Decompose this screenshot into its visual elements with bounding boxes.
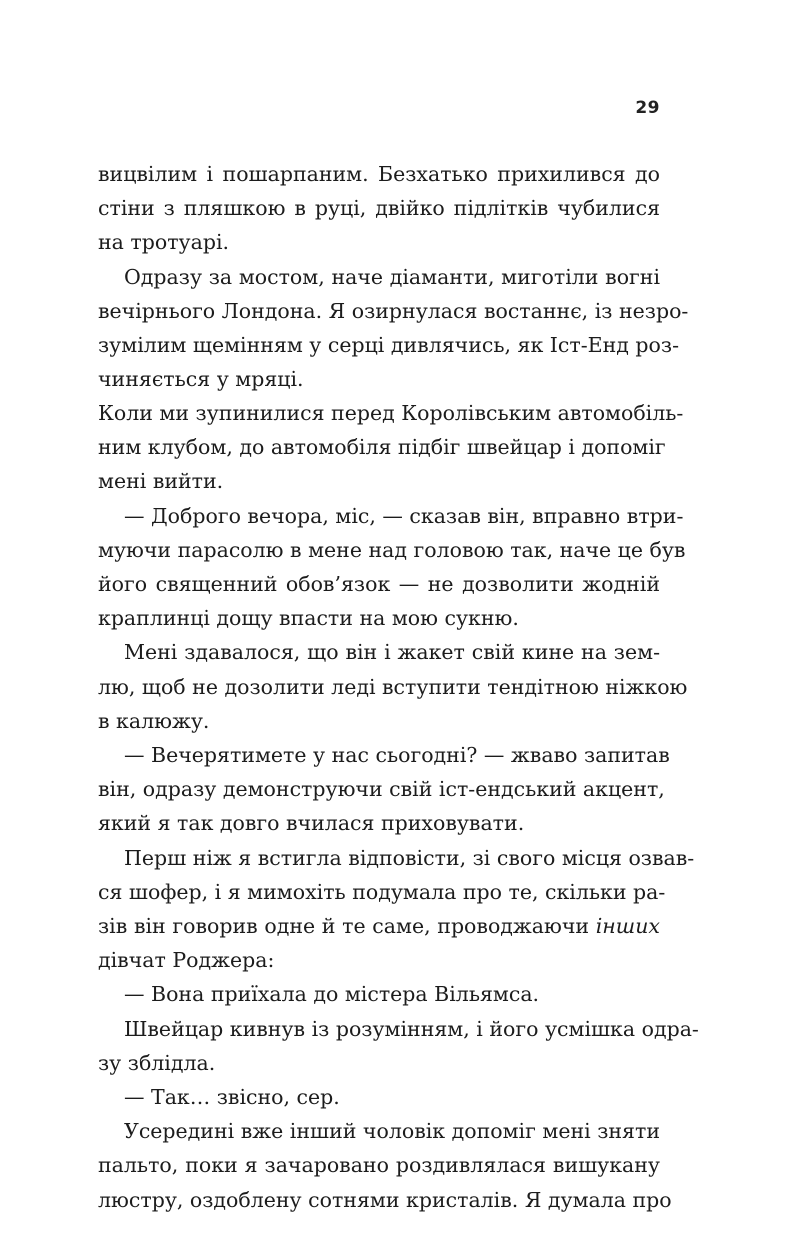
text-line-content: лю, щоб не дозолити леді вступити тендітною ніжкою [98,674,688,699]
text-line [98,328,679,362]
italic-word: інших [595,914,660,939]
text-line-content: — Вона приїхала до містера Вільямса. [124,982,540,1007]
text-line-content: ним клубом, до автомобіля підбіг швейцар і допоміг [98,435,666,460]
text-line-content: — Так… звісно, сер. [124,1085,340,1110]
text-line-content: Швейцар кивнув із розумінням, і його усмішка одра- [124,1016,699,1041]
text-line-content: — Доброго вечора, міс, — сказав він, вправно втри- [124,503,684,528]
text-line-content: Усередині вже інший чоловік допоміг мені зняти [124,1119,660,1144]
text-line [98,362,660,396]
text-line [98,635,660,669]
text-line [98,875,666,909]
text-line [98,772,665,806]
text-line [98,738,670,772]
text-line-content: вицвілим і пошарпаним. Безхатько прихилився до [98,162,660,186]
text-line-content: він, одразу демонструючи свій іст-ендський акцент, [98,777,665,802]
text-line-content: який я так довго вчилася приховувати. [98,811,525,836]
text-block-1 [98,157,689,396]
text-line [98,909,660,943]
text-block-2 [98,396,699,1217]
text-line-content: чиняється у мряці. [98,367,304,392]
text-line [98,1012,699,1046]
text-line [98,430,666,464]
text-line-content: — Вечерятимете у нас сьогодні? — жваво запитав [124,743,670,768]
text-line-content: в калюжу. [98,708,210,733]
text-line [98,1114,660,1148]
text-line-content: краплинці дощу впасти на мою сукню. [98,606,519,631]
text-line-content: вечірнього Лондона. Я озирнулася востаннє, із незро- [98,298,689,323]
text-line [98,670,688,704]
text-line-content: пальто, поки я зачаровано роздивлялася вишукану [98,1153,660,1178]
text-line [98,977,660,1011]
text-line-content: Коли ми зупинилися перед Королівським автомобіль- [98,401,684,425]
text-line [98,601,660,635]
text-line [98,157,660,191]
text-line [98,806,660,840]
text-line-content: дівчат Роджера: [98,948,275,973]
text-line [98,567,660,601]
text-line [98,704,660,738]
text-line-content: ся шофер, і я мимохіть подумала про те, скільки ра- [98,879,666,904]
text-line-content: мені вийти. [98,469,224,494]
text-line [98,943,660,977]
text-line [98,1183,672,1217]
page-number: 29 [635,98,660,118]
text-line [98,294,689,328]
text-line-content: люстру, оздоблену сотнями кристалів. Я думала про [98,1187,672,1212]
text-line-content: Одразу за мостом, наче діаманти, миготіли вогні [124,264,660,289]
text-line [98,841,695,875]
text-line-content: зумілим щемінням у серці дивлячись, як Іст-Енд роз- [98,333,679,358]
text-line-content: Мені здавалося, що він і жакет свій кине на зем- [124,640,660,665]
text-line [98,1080,660,1114]
text-line-content: муючи парасолю в мене над головою так, наче це був [98,537,686,562]
text-line [98,260,660,294]
text-line [98,464,660,498]
text-line-content: зу зблідла. [98,1050,216,1075]
text-line [98,225,660,259]
text-line [98,191,660,225]
text-line [98,1046,660,1080]
text-line-content: його священний обов’язок — не дозволити жодній [98,572,660,597]
text-line-content: на тротуарі. [98,230,230,255]
text-line [98,499,684,533]
text-line-content: зів він говорив одне й те саме, проводжаючи [98,914,590,939]
text-line [98,1148,660,1182]
text-line-content: стіни з пляшкою в руці, двійко підлітків чубилися [98,196,660,221]
text-line-content: Перш ніж я встигла відповісти, зі свого місця озвав- [124,845,695,870]
text-line [98,396,684,430]
text-line [98,533,686,567]
